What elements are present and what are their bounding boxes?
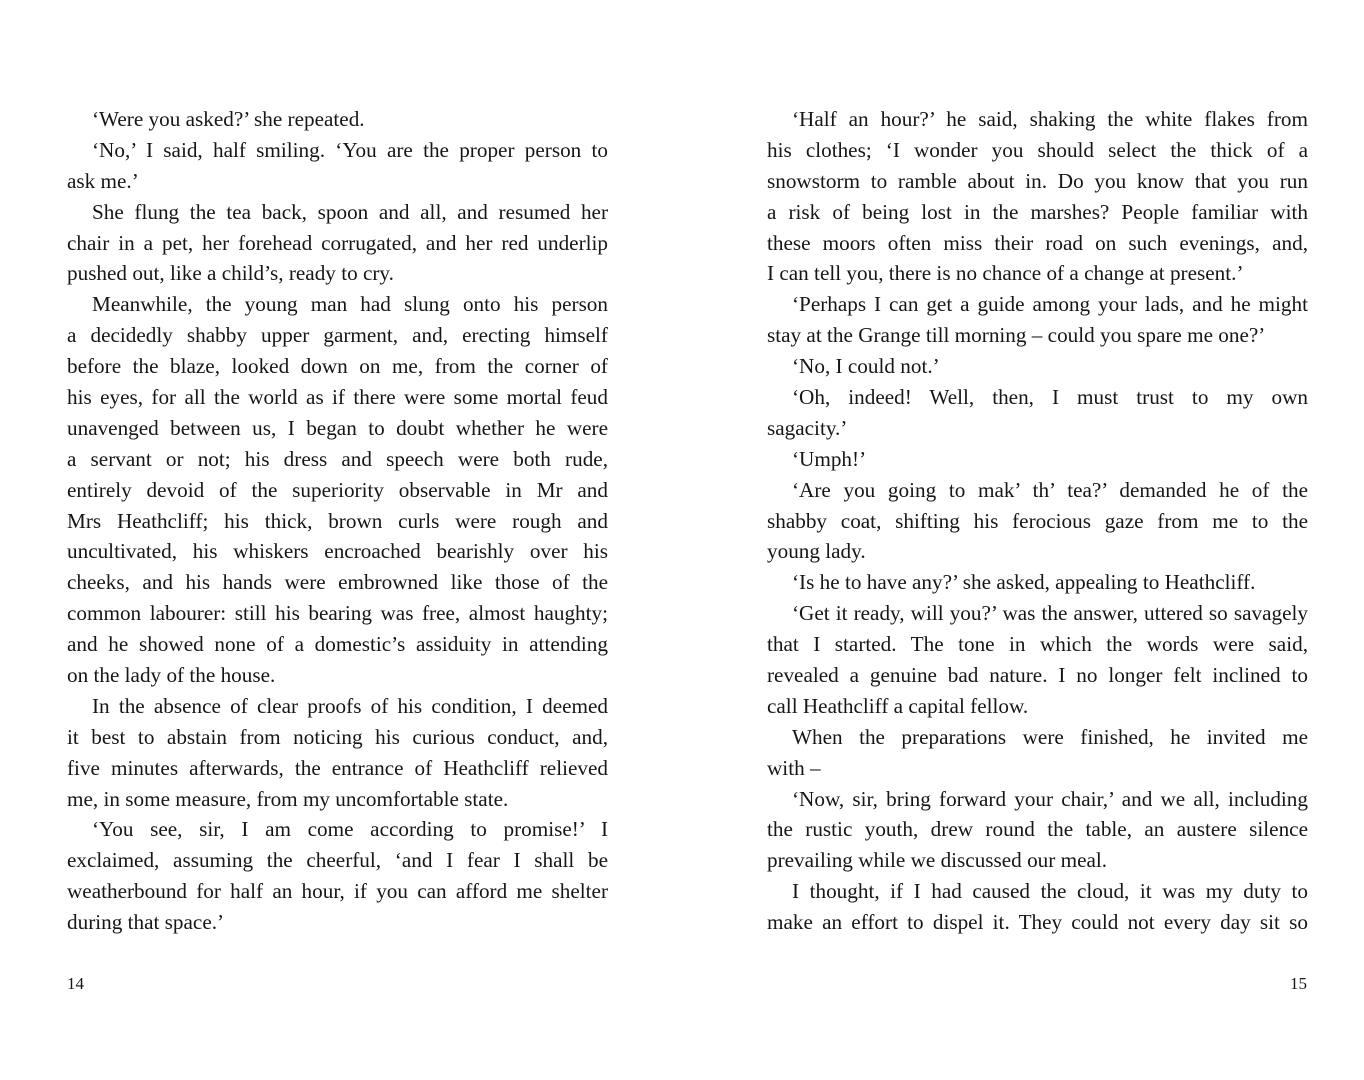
text-line: during that space.’	[67, 910, 225, 935]
text-line: a servant or not; his dress and speech were both rude,	[67, 446, 608, 471]
text-line: ‘You see, sir, I am come according to promise!’ I	[92, 817, 608, 842]
text-line: weatherbound for half an hour, if you can afford me shelter	[67, 879, 608, 904]
text-line: I can tell you, there is no chance of a change at present.’	[767, 261, 1244, 286]
text-line: ‘Now, sir, bring forward your chair,’ and we all, including	[792, 786, 1308, 811]
text-line: that I started. The tone in which the words were said,	[767, 632, 1308, 657]
text-line: ‘Is he to have any?’ she asked, appealing to Heathcliff.	[792, 570, 1256, 595]
text-line: these moors often miss their road on such evenings, and,	[767, 230, 1308, 255]
left-page-text	[67, 104, 608, 938]
text-line: ‘Were you asked?’ she repeated.	[92, 107, 365, 131]
text-line: ‘Oh, indeed! Well, then, I must trust to my own	[792, 385, 1308, 410]
text-line: entirely devoid of the superiority observable in Mr and	[67, 477, 608, 502]
text-line: Meanwhile, the young man had slung onto his person	[92, 292, 608, 317]
text-line: it best to abstain from noticing his curious conduct, and,	[67, 724, 608, 749]
text-line: In the absence of clear proofs of his condition, I deemed	[92, 693, 608, 718]
text-line: sagacity.’	[767, 415, 848, 440]
text-line: chair in a pet, her forehead corrugated, and her red underlip	[67, 230, 608, 255]
text-line: five minutes afterwards, the entrance of Heathcliff relieved	[67, 755, 608, 780]
text-line: with –	[767, 755, 821, 780]
text-line: ‘No, I could not.’	[792, 354, 940, 379]
text-line: She flung the tea back, spoon and all, and resumed her	[92, 199, 608, 224]
text-line: revealed a genuine bad nature. I no longer felt inclined to	[767, 663, 1308, 688]
text-line: on the lady of the house.	[67, 663, 276, 688]
text-line: ‘Perhaps I can get a guide among your lads, and he might	[792, 292, 1308, 317]
text-line: ‘Are you going to mak’ th’ tea?’ demanded he of the	[792, 477, 1308, 502]
text-line: unavenged between us, I began to doubt whether he were	[67, 415, 608, 440]
text-line: a risk of being lost in the marshes? People familiar with	[767, 199, 1308, 224]
text-line: ‘No,’ I said, half smiling. ‘You are the proper person to	[92, 137, 608, 162]
text-line: young lady.	[767, 539, 866, 564]
text-line: make an effort to dispel it. They could not every day sit so	[767, 910, 1308, 935]
text-line: uncultivated, his whiskers encroached bearishly over his	[67, 539, 608, 564]
text-line: his clothes; ‘I wonder you should select the thick of a	[767, 137, 1308, 162]
text-line: and he showed none of a domestic’s assiduity in attending	[67, 632, 608, 657]
text-line: call Heathcliff a capital fellow.	[767, 693, 1029, 718]
text-line: ‘Half an hour?’ he said, shaking the white flakes from	[792, 107, 1308, 131]
text-line: prevailing while we discussed our meal.	[767, 848, 1108, 873]
text-line: snowstorm to ramble about in. Do you know that you run	[767, 168, 1308, 193]
text-line: pushed out, like a child’s, ready to cry.	[67, 261, 394, 286]
text-line: the rustic youth, drew round the table, an austere silence	[767, 817, 1308, 842]
page-number-left: 14	[67, 974, 84, 993]
text-line: ask me.’	[67, 168, 139, 193]
text-line: before the blaze, looked down on me, from the corner of	[67, 354, 608, 379]
text-line: me, in some measure, from my uncomfortable state.	[67, 786, 509, 811]
page-number-right: 15	[1290, 974, 1307, 993]
text-line: exclaimed, assuming the cheerful, ‘and I fear I shall be	[67, 848, 608, 873]
text-line: a decidedly shabby upper garment, and, erecting himself	[67, 323, 608, 348]
text-line: common labourer: still his bearing was free, almost haughty;	[67, 601, 608, 626]
text-line: ‘Get it ready, will you?’ was the answer, uttered so savagely	[792, 601, 1308, 626]
text-line: When the preparations were finished, he invited me	[792, 724, 1308, 749]
text-line: shabby coat, shifting his ferocious gaze from me to the	[767, 508, 1308, 533]
text-line: his eyes, for all the world as if there were some mortal feud	[67, 385, 608, 410]
right-page-text	[767, 104, 1308, 938]
text-line: stay at the Grange till morning – could you spare me one?’	[767, 323, 1266, 348]
text-line: I thought, if I had caused the cloud, it was my duty to	[792, 879, 1308, 904]
text-line: Mrs Heathcliff; his thick, brown curls were rough and	[67, 508, 608, 533]
text-line: cheeks, and his hands were embrowned like those of the	[67, 570, 608, 595]
text-line: ‘Umph!’	[792, 446, 867, 471]
